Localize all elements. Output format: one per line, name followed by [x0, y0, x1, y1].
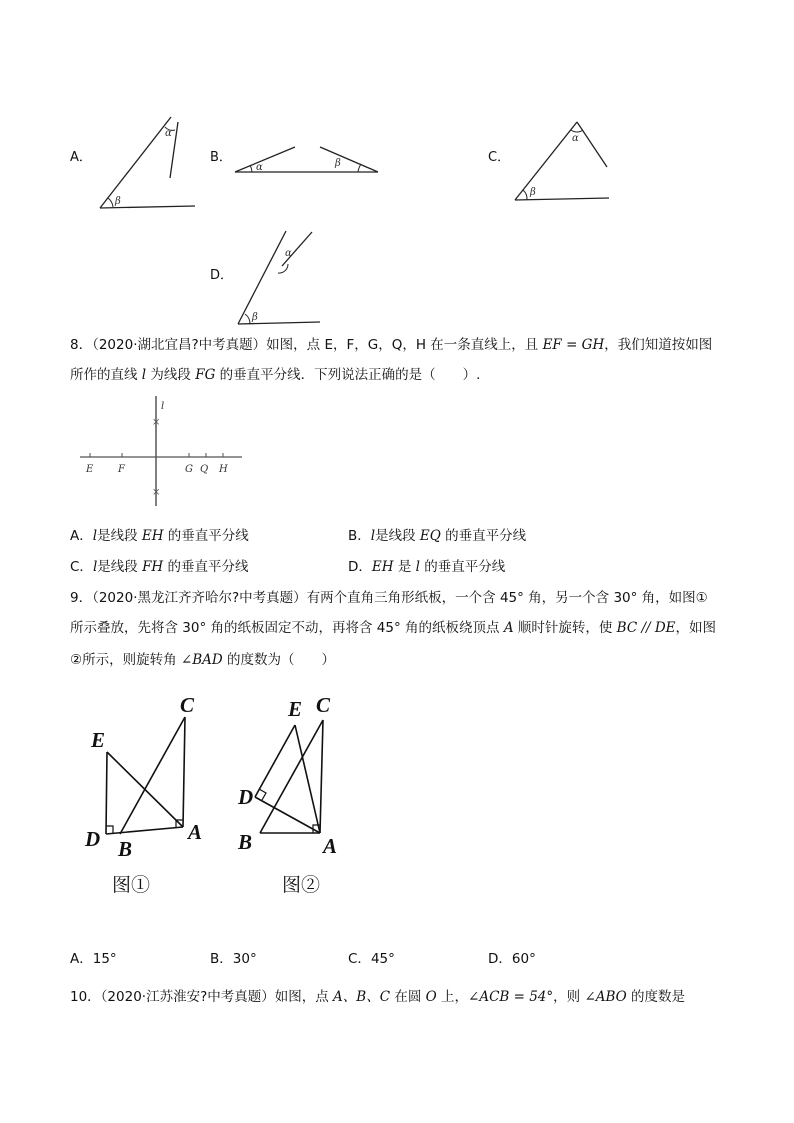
q9-option-a: A．15°: [70, 951, 117, 967]
q8-figure: [75, 392, 250, 512]
q9-option-d: D．60°: [488, 951, 536, 967]
q9-stem-line3: ②所示，则旋转角 ∠BAD 的度数为（ ）: [70, 652, 336, 668]
q7-a-beta: β: [115, 196, 121, 207]
svg-text:×: ×: [152, 417, 161, 428]
q7-figure-c: [510, 115, 615, 205]
q9-f1-d: D: [85, 827, 101, 851]
q10-stem-line1: 10．（2020·江苏淮安?中考真题）如图，点 A、B、C 在圆 O 上，∠ACB = 54°，则 ∠ABO 的度数是: [70, 989, 686, 1005]
q8-fig-l: l: [161, 401, 165, 412]
q8-fig-f: F: [118, 464, 125, 475]
svg-text:×: ×: [152, 487, 161, 498]
q8-stem-line2: 所作的直线 l 为线段 FG 的垂直平分线．下列说法正确的是（ ）.: [70, 367, 481, 383]
q9-f2-d: D: [238, 785, 254, 809]
q9-stem-line2: 所示叠放，先将含 30° 角的纸板固定不动，再将含 45° 角的纸板绕顶点 A 顺时针旋转，使 BC // DE，如图: [70, 620, 717, 636]
q7-b-alpha: α: [256, 162, 263, 173]
q7-c-alpha: α: [572, 133, 579, 144]
q7-figure-b: [230, 140, 385, 180]
q9-f2-a: A: [323, 834, 338, 858]
q9-option-b: B．30°: [210, 951, 257, 967]
q9-figure-1: [80, 690, 220, 900]
q8-fig-h: H: [219, 464, 228, 475]
q7-option-b-label: B．: [210, 150, 232, 165]
q7-option-a-label: A．: [70, 150, 92, 165]
q8-option-b: B．l是线段 EQ 的垂直平分线: [348, 528, 527, 544]
q9-figure-2: [230, 690, 360, 900]
q9-f1-e: E: [91, 728, 106, 752]
q7-option-c-label: C．: [488, 150, 511, 165]
q9-f2-b: B: [238, 830, 253, 854]
q7-a-alpha: α: [165, 128, 172, 139]
q8-fig-e: E: [86, 464, 94, 475]
q9-f1-c: C: [180, 693, 195, 717]
q7-option-d-label: D．: [210, 268, 234, 283]
q7-d-beta: β: [252, 312, 258, 323]
q9-f2-e: E: [288, 697, 303, 721]
q9-f1-b: B: [118, 837, 133, 861]
q9-f2-c: C: [316, 693, 331, 717]
q8-option-c: C．l是线段 FH 的垂直平分线: [70, 559, 249, 575]
q9-f1-a: A: [188, 820, 203, 844]
q7-figure-d: [232, 228, 327, 330]
q8-option-d: D．EH 是 l 的垂直平分线: [348, 559, 506, 575]
q9-stem-line1: 9．（2020·黑龙江齐齐哈尔?中考真题）有两个直角三角形纸板，一个含 45° 角，另一个含 30° 角，如图①: [70, 590, 708, 606]
q7-c-beta: β: [530, 187, 536, 198]
q8-stem-line1: 8．（2020·湖北宜昌?中考真题）如图，点 E，F，G，Q，H 在一条直线上，且 EF = GH，我们知道按如图: [70, 337, 713, 353]
q7-d-alpha: α: [285, 248, 292, 259]
q7-b-beta: β: [335, 158, 341, 169]
q7-figure-a: [95, 100, 205, 215]
q9-option-c: C．45°: [348, 951, 395, 967]
q9-f2-caption: 图②: [282, 874, 321, 896]
q8-fig-q: Q: [200, 464, 209, 475]
q9-f1-caption: 图①: [112, 874, 151, 896]
q8-option-a: A．l是线段 EH 的垂直平分线: [70, 528, 249, 544]
q8-fig-g: G: [185, 464, 193, 475]
